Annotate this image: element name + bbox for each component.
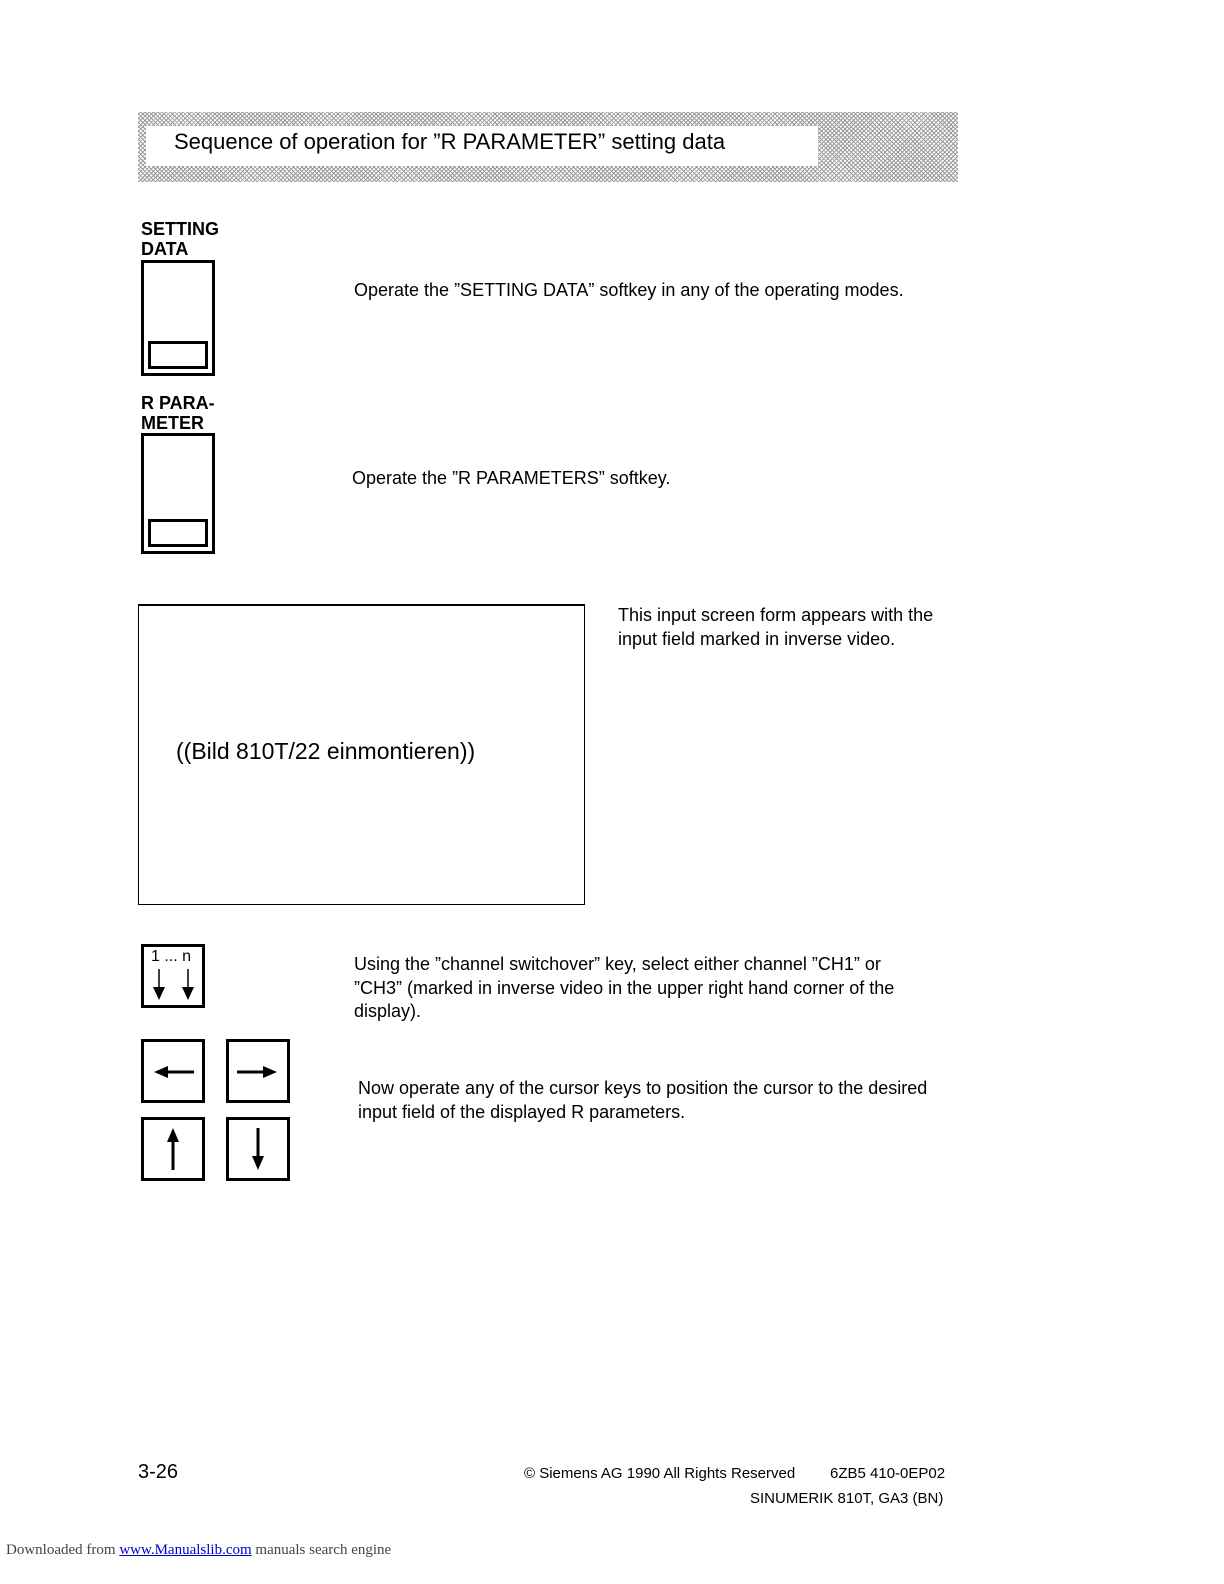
channel-switchover-key[interactable] [141, 944, 205, 1008]
download-prefix: Downloaded from [6, 1542, 120, 1558]
cursor-keys-description: Now operate any of the cursor keys to position the cursor to the desired input field of the displayed R parameters. [358, 1078, 928, 1122]
arrow-up-icon [144, 1120, 202, 1178]
manualslib-link[interactable]: www.Manualslib.com [119, 1542, 252, 1558]
softkey-indicator [148, 519, 208, 547]
channel-down-arrows-icon [144, 947, 202, 1005]
cursor-right-key[interactable] [226, 1039, 290, 1103]
product-name: SINUMERIK 810T, GA3 (BN) [750, 1490, 944, 1507]
r-parameter-key-label [141, 393, 215, 433]
arrow-right-icon [229, 1042, 287, 1100]
step-setting-data-description: Operate the ”SETTING DATA” softkey in any of the operating modes. [354, 280, 904, 300]
channel-key-label: 1 ... n [151, 948, 192, 965]
step-r-parameter-description: Operate the ”R PARAMETERS” softkey. [352, 468, 671, 488]
download-source-bar [6, 1542, 391, 1559]
cursor-left-key[interactable] [141, 1039, 205, 1103]
cursor-down-key[interactable] [226, 1117, 290, 1181]
softkey-indicator [148, 341, 208, 369]
key-label-line2: METER [141, 413, 204, 433]
screen-form-caption: ((Bild 810T/22 einmontieren)) [176, 738, 476, 764]
download-suffix: manuals search engine [251, 1542, 392, 1558]
key-label-line1: R PARA- [141, 393, 215, 413]
key-label-line2: DATA [141, 239, 189, 259]
page-title: Sequence of operation for ”R PARAMETER” setting data [174, 129, 726, 154]
copyright-text: © Siemens AG 1990 All Rights Reserved [524, 1465, 796, 1482]
setting-data-key-label [141, 219, 219, 259]
r-parameter-softkey[interactable] [141, 433, 215, 554]
page-number: 3-26 [138, 1461, 179, 1483]
arrow-left-icon [144, 1042, 202, 1100]
key-label-line1: SETTING [141, 219, 220, 239]
order-code: 6ZB5 410-0EP02 [830, 1465, 946, 1482]
screen-form-description: This input screen form appears with the input field marked in inverse video. [618, 605, 934, 649]
cursor-up-key[interactable] [141, 1117, 205, 1181]
channel-key-description: Using the ”channel switchover” key, select either channel ”CH1” or ”CH3” (marked in inverse video in the upper right hand corner of the display). [354, 954, 895, 1021]
arrow-down-icon [229, 1120, 287, 1178]
setting-data-softkey[interactable] [141, 260, 215, 376]
